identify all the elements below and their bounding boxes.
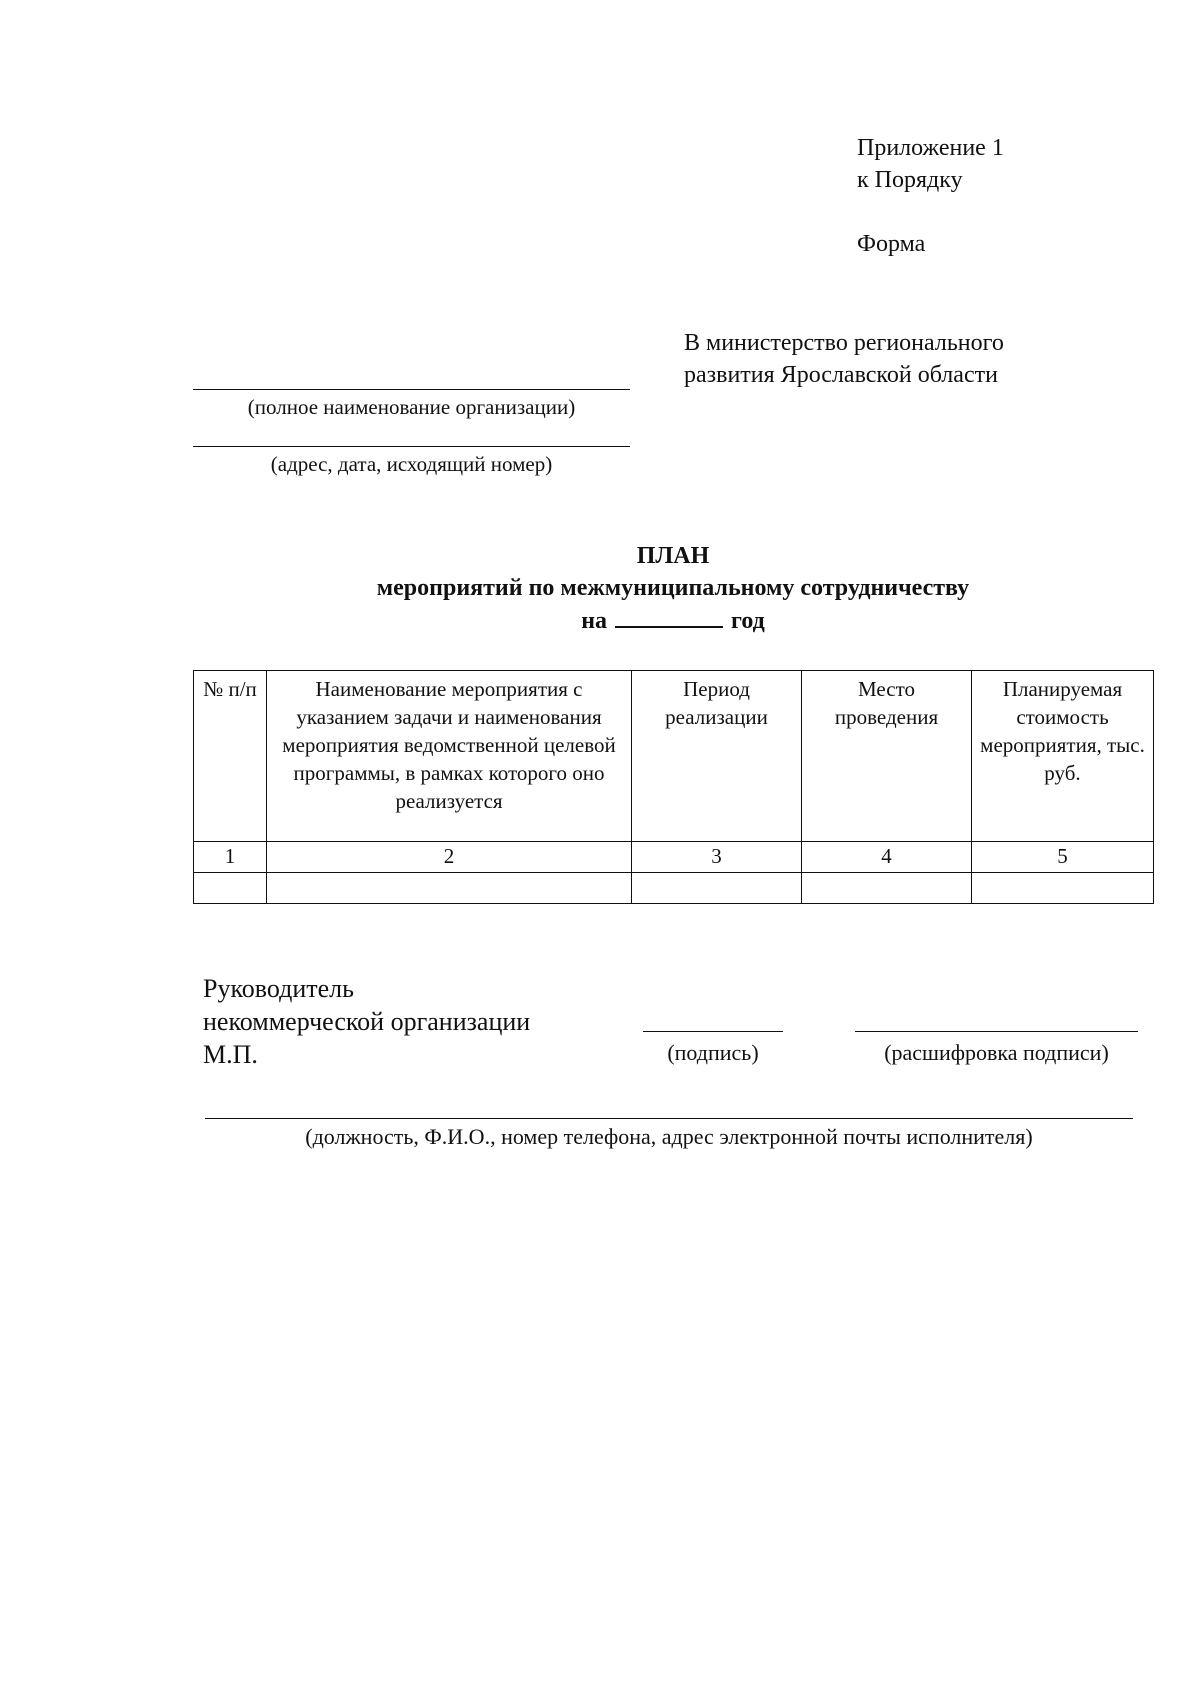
- header-number: № п/п: [194, 671, 267, 842]
- empty-cell-cost[interactable]: [972, 873, 1154, 904]
- signature-decoding-line[interactable]: [855, 1031, 1138, 1032]
- addressee-block: [684, 327, 1004, 391]
- empty-cell-location[interactable]: [802, 873, 972, 904]
- signature-decoding-caption: (расшифровка подписи): [884, 1040, 1109, 1065]
- signature-block: [203, 972, 530, 1071]
- title-year-prefix: на: [581, 608, 608, 634]
- column-number-4: 4: [802, 842, 972, 873]
- empty-cell-event-name[interactable]: [267, 873, 632, 904]
- appendix-reference: к Порядку: [857, 167, 963, 193]
- table-header-row: [194, 671, 1154, 842]
- organization-address-caption: (адрес, дата, исходящий номер): [270, 452, 553, 476]
- year-blank-field[interactable]: [615, 604, 723, 628]
- signature-line[interactable]: [643, 1031, 783, 1032]
- empty-cell-number[interactable]: [194, 873, 267, 904]
- organization-name-caption: (полное наименование организации): [247, 395, 576, 419]
- table-column-numbers-row: [194, 842, 1154, 873]
- column-number-2: 2: [267, 842, 632, 873]
- addressee-line-2: развития Ярославской области: [684, 362, 998, 388]
- plan-table: [193, 670, 1154, 904]
- signatory-role-line-2: некоммерческой организации: [203, 1007, 531, 1036]
- executor-info-line[interactable]: [205, 1118, 1133, 1119]
- stamp-label: М.П.: [203, 1040, 258, 1069]
- executor-info-caption: (должность, Ф.И.О., номер телефона, адрес электронной почты исполнителя): [305, 1124, 1033, 1149]
- organization-name-line[interactable]: [193, 389, 630, 390]
- document-title: [193, 540, 1153, 637]
- column-number-1: 1: [194, 842, 267, 873]
- empty-cell-period[interactable]: [632, 873, 802, 904]
- appendix-number: Приложение 1: [857, 135, 1004, 161]
- title-year-suffix: год: [731, 608, 765, 634]
- header-cost: Планируемая стоимость мероприятия, тыс. руб.: [972, 671, 1154, 842]
- header-event-name: Наименование мероприятия с указанием задачи и наименования мероприятия ведомственной целевой программы, в рамках которого оно реализуется: [267, 671, 632, 842]
- column-number-5: 5: [972, 842, 1154, 873]
- title-plan: ПЛАН: [636, 543, 710, 569]
- signatory-role-line-1: Руководитель: [203, 974, 354, 1003]
- header-period: Период реализации: [632, 671, 802, 842]
- table-row: [194, 873, 1154, 904]
- signature-caption: (подпись): [667, 1040, 759, 1065]
- form-label: Форма: [857, 231, 926, 257]
- column-number-3: 3: [632, 842, 802, 873]
- addressee-line-1: В министерство регионального: [684, 330, 1004, 356]
- organization-address-line[interactable]: [193, 446, 630, 447]
- appendix-block: [857, 132, 1004, 260]
- header-location: Место проведения: [802, 671, 972, 842]
- title-year-line: [193, 604, 1153, 637]
- title-subject: мероприятий по межмуниципальному сотрудничеству: [376, 575, 970, 601]
